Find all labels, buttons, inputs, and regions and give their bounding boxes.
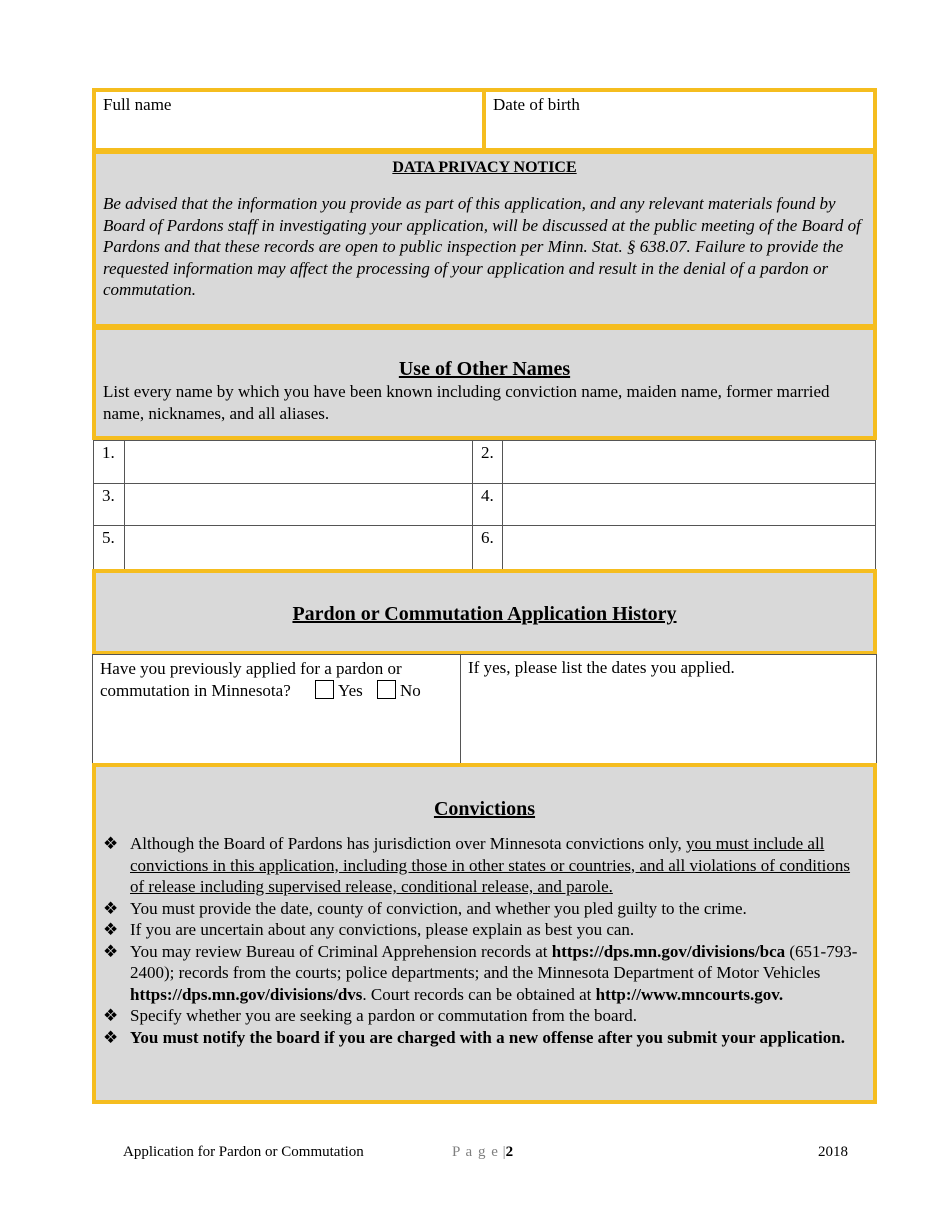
no-checkbox[interactable]: [377, 680, 396, 699]
name-number-1: 1.: [93, 440, 125, 484]
name-field-1[interactable]: [124, 440, 473, 484]
bca-link[interactable]: https://dps.mn.gov/divisions/bca: [551, 941, 786, 961]
other-names-section: [92, 326, 877, 440]
application-history-section: [92, 569, 877, 655]
other-names-title: Use of Other Names: [398, 358, 571, 380]
conviction-instruction-1: ❖ Although the Board of Pardons has jurisdiction over Minnesota convictions only, you must include all convictions in this application, including those in other states or countries, and all violations of conditions of release including supervised release, conditional release, and parole.: [103, 834, 851, 896]
conviction-instruction-6: ❖ You must notify the board if you are charged with a new offense after you submit your application.: [103, 1027, 845, 1047]
diamond-bullet-icon: ❖: [103, 898, 119, 918]
no-label: No: [400, 680, 421, 700]
diamond-bullet-icon: ❖: [103, 941, 119, 961]
convictions-section: [92, 763, 877, 1104]
other-names-instructions: List every name by which you have been known including conviction name, maiden name, former married name, nicknames, and all aliases.: [103, 382, 830, 423]
date-of-birth-field[interactable]: [482, 88, 877, 152]
diamond-bullet-icon: ❖: [103, 1006, 119, 1025]
application-history-title: Pardon or Commutation Application History: [292, 603, 677, 625]
conviction-instruction-4: ❖ You may review Bureau of Criminal Apprehension records at https://dps.mn.gov/divisions/bca (651-793-2400); records from the courts; police departments; and the Minnesota Department of Motor Vehicles https://dps.mn.gov/divisions/dvs. Court records can be obtained at http://www.mncourts.gov.: [103, 941, 858, 1004]
name-number-6: 6.: [472, 525, 503, 571]
full-name-label: Full name: [103, 95, 172, 114]
footer-page-indicator: P a g e |2: [452, 1144, 514, 1160]
privacy-title: DATA PRIVACY NOTICE: [392, 159, 577, 176]
name-field-3[interactable]: [124, 483, 473, 526]
diamond-bullet-icon: ❖: [103, 1027, 119, 1047]
application-dates-field[interactable]: [460, 654, 877, 764]
previous-application-cell: [92, 654, 461, 764]
convictions-instructions: [103, 833, 866, 1048]
previous-application-question: Have you previously applied for a pardon or commutation in Minnesota?: [100, 659, 402, 700]
name-field-2[interactable]: [502, 440, 876, 484]
name-number-3: 3.: [93, 483, 125, 526]
yes-label: Yes: [338, 680, 363, 700]
mncourts-link[interactable]: http://www.mncourts.gov.: [595, 984, 784, 1004]
dvs-link[interactable]: https://dps.mn.gov/divisions/dvs: [130, 984, 363, 1004]
conviction-instruction-2: ❖ You must provide the date, county of conviction, and whether you pled guilty to the crime.: [103, 898, 747, 918]
diamond-bullet-icon: ❖: [103, 920, 119, 939]
yes-checkbox[interactable]: [315, 680, 334, 699]
convictions-title: Convictions: [433, 798, 536, 820]
name-number-5: 5.: [93, 525, 125, 571]
date-of-birth-label: Date of birth: [493, 95, 580, 114]
diamond-bullet-icon: ❖: [103, 834, 119, 853]
full-name-field[interactable]: [92, 88, 486, 152]
footer-page-number: 2: [505, 1144, 514, 1160]
conviction-instruction-3: ❖ If you are uncertain about any convictions, please explain as best you can.: [103, 920, 635, 939]
name-field-6[interactable]: [502, 525, 876, 571]
footer-document-title: Application for Pardon or Commutation: [123, 1144, 364, 1160]
data-privacy-notice: [92, 150, 877, 328]
privacy-text: Be advised that the information you provide as part of this application, and any relevant materials found by Board of Pardons staff in investigating your application, will be discussed at the public meeting of the Board of Pardons and that these records are open to public inspection per Minn. Stat. § 638.07. Failure to provide the requested information may affect the processing of your application and result in the denial of a pardon or commutation.: [103, 194, 861, 299]
footer-page-label: P a g e: [452, 1144, 499, 1160]
name-field-5[interactable]: [124, 525, 473, 571]
footer-year: 2018: [818, 1144, 848, 1160]
name-field-4[interactable]: [502, 483, 876, 526]
conviction-instruction-5: ❖ Specify whether you are seeking a pardon or commutation from the board.: [103, 1006, 638, 1025]
name-number-2: 2.: [472, 440, 503, 484]
application-dates-prompt: If yes, please list the dates you applied.: [468, 658, 735, 677]
name-number-4: 4.: [472, 483, 503, 526]
